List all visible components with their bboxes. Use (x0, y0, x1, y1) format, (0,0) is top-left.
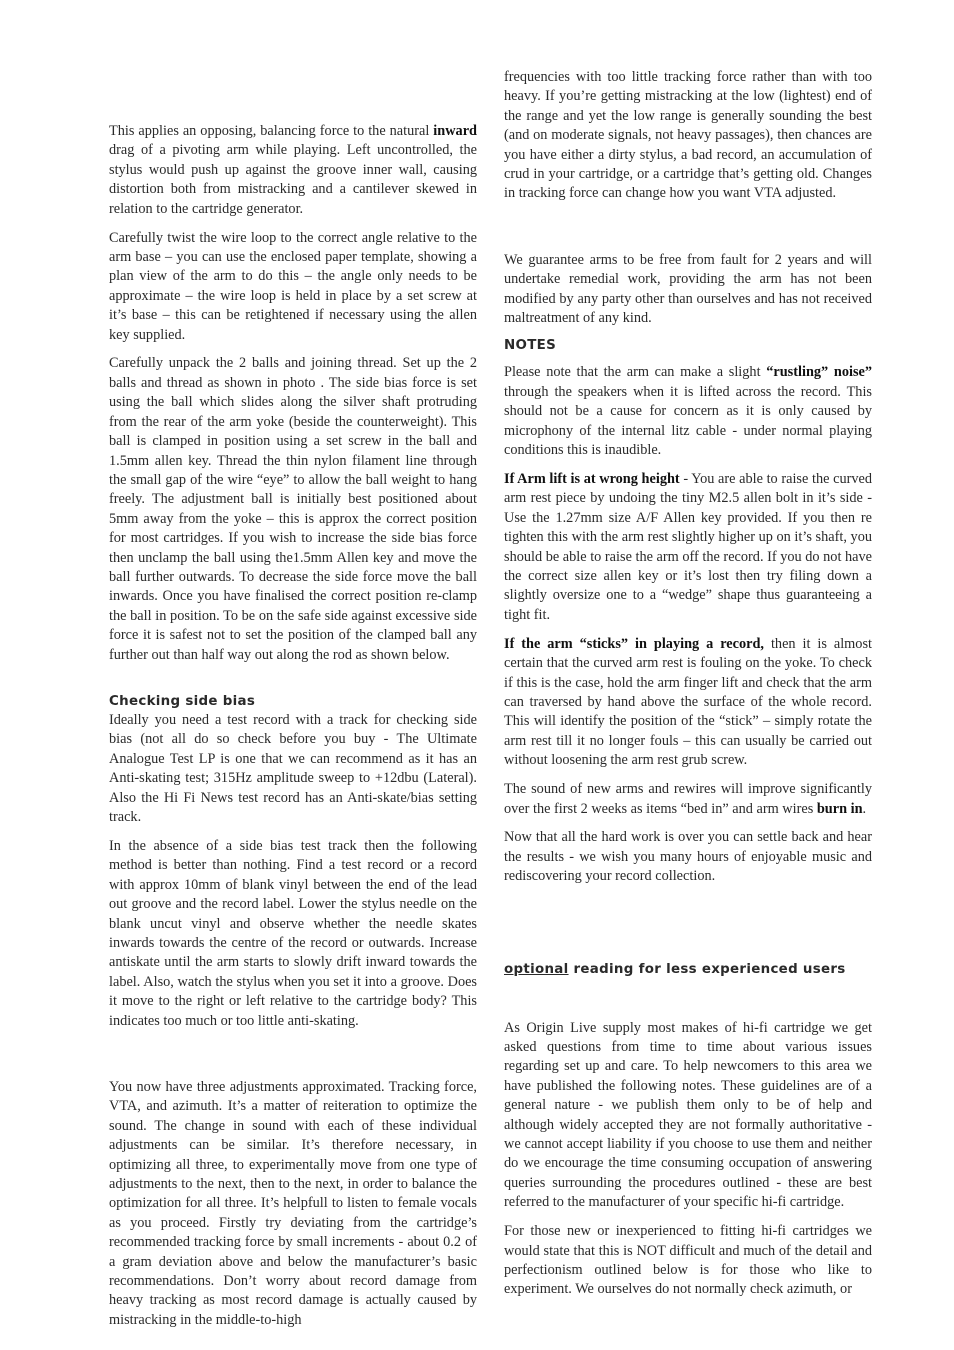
bold-term-arm-sticks: If the arm “sticks” in playing a record, (504, 635, 764, 652)
paragraph-text: then it is almost certain that the curved arm rest is fouling on the yoke. To check if this is the case, hold the arm finger lift and check that the arm can traversed by hand above the surface of the whole record. This will identify the position of the “stick” – simply rotate the arm rest till it no longer fouls – this can usually be carried out without loosening the arm rest grub screw. (504, 635, 872, 769)
bold-term-burn-in: burn in (816, 800, 863, 817)
checking-side-bias-heading: Checking side bias (109, 693, 256, 709)
test-record-paragraph: Ideally you need a test record with a track for checking side bias (not all do so check before you buy - The Ultimate Analogue Test LP is one that we can recommend as it has an Anti-skating test; 315Hz amplitude sweep to +12dbu (Lateral). Also the Hi Fi News test record has an Anti-skate/bias setting track. (109, 711, 477, 825)
heading-text: reading for less experienced users (568, 961, 846, 977)
paragraph-text: The sound of new arms and rewires will improve significantly over the first 2 weeks as items “bed in” and arm wires (504, 781, 872, 817)
notes-heading: NOTES (504, 338, 557, 354)
paragraph-text: through the speakers when it is lifted across the record. This should not be a cause for concern as it is only caused by microphony of the internal litz cable - under normal playing conditions this is inaudible. (504, 383, 872, 459)
paragraph-text: . (862, 800, 867, 817)
three-adjustments-paragraph: You now have three adjustments approximated. Tracking force, VTA, and azimuth. It’s a matter of reiteration to optimize the sound. The change in sound with each of these individual adjustments can be similar. It’s therefore necessary, in optimizing all three, to experimentally move from one type of adjustments to the next, then to the next, in order to balance the optimization for all three. It’s helpfull to listen to female vocals as you proceed. Firstly try deviating from the cartridge’s recommended tracking force by small increments - about 0.2 of a gram deviation above and below the manufacturer’s basic recommendations. Don’t worry about record damage from heavy tracking as most record damage is actually caused by mistracking in the middle-to-high (109, 1078, 477, 1328)
anti-skate-intro-paragraph (109, 122, 477, 219)
arm-sticks-paragraph (504, 635, 872, 771)
paragraph-text: This applies an opposing, balancing force to the natural (109, 123, 434, 139)
tracking-force-paragraph: frequencies with too little tracking force rather than with too heavy. If you’re getting mistracking at the low (lightest) end of the range and yet the low range is generally sounding the best (and on moderate signals, not heavy passages), then chances are you have either a dirty stylus, a bad record, an accumulation of crud in your cartridge, or a cartridge that’s getting old. Changes in tracking force can change how you want VTA adjusted. (504, 69, 872, 202)
paragraph-text: drag of a pivoting arm while playing. Left uncontrolled, the stylus would push up against the groove inner wall, causing distortion both from mistracking and a cantilever skewed in relation to the cartridge generator. (109, 142, 477, 217)
closing-paragraph: Now that all the hard work is over you can settle back and hear the results - we wish you many hours of enjoyable music and rediscovering your record collection. (504, 829, 872, 885)
wire-loop-paragraph: Carefully twist the wire loop to the correct angle relative to the arm base – you can use the enclosed paper template, showing a plan view of the arm to do this – the angle only needs to be approximate – the wire loop is held in place by a set screw at it’s base – this can be retightened if necessary using the allen key supplied. (109, 229, 477, 343)
rustling-noise-paragraph (504, 363, 872, 460)
burn-in-paragraph (504, 780, 872, 819)
origin-live-paragraph: As Origin Live supply most makes of hi-fi cartridge we get asked questions from time to time about various issues regarding set up and care. To help newcomers to this area we have published the following notes. These guidelines are of a general nature - we publish them only to be of help and although widely accepted they are not formally authoritative - we cannot accept liability if you choose to use them and neither do we encourage the time consuming occupation of answering queries surrounding the procedures outlined - these are best referred to the manufacturer of your specific hi-fi cartridge. (504, 1019, 872, 1211)
bold-term-arm-lift: If Arm lift is at wrong height (504, 471, 680, 487)
bold-term-inward: inward (433, 123, 477, 139)
right-column (504, 68, 872, 1309)
arm-lift-paragraph (504, 470, 872, 625)
inexperienced-paragraph: For those new or inexperienced to fitting hi-fi cartridges we would state that this is NOT difficult and much of the detail and perfectionism outlined below is for those who like to experiment. We ourselves do not normally check azimuth, or (504, 1223, 872, 1298)
guarantee-paragraph: We guarantee arms to be free from fault for 2 years and will undertake remedial work, providing the arm has not been modified by any party other than ourselves and has not received maltreatment of any kind. (504, 251, 872, 327)
left-column (109, 122, 477, 1340)
paragraph-text: - You are able to raise the curved arm rest piece by undoing the tiny M2.5 allen bolt in it’s side - Use the 1.27mm size A/F Allen key provided. If you then re tighten this with the arm rest slightly higher up on it’s shaft, you should be able to raise the arm off the record. If you do not have the correct size allen key or it’s lost then try filing down a slightly oversize one to a “wedge” shape thus guaranteeing a tight fit. (504, 471, 872, 623)
optional-underlined-word: optional (504, 961, 569, 977)
bold-term-rustling-noise: “rustling” noise” (766, 364, 872, 381)
blank-vinyl-method-paragraph: In the absence of a side bias test track then the following method is better than nothing. Find a test record or a record with approx 10mm of blank vinyl between the end of the lead out groove and the record label. Lower the stylus needle on the blank uncut vinyl and observe whether the needle skates inwards towards the centre of the record or outwards. Increase antiskate until the arm starts to slowly drift inward towards the label. Also, watch the stylus when you set it into a groove. Does it move to the right or left relative to the cartridge body? This indicates too much or too little anti-skating. (109, 837, 477, 1029)
optional-reading-heading (504, 960, 872, 979)
paragraph-text: Please note that the arm can make a slight (504, 364, 767, 381)
balls-setup-paragraph: Carefully unpack the 2 balls and joining thread. Set up the 2 balls and thread as shown in photo . The side bias force is set using the ball which slides along the silver shaft protruding from the rear of the arm yoke (beside the counterweight). This ball is clamped in position using a set screw in the ball and 1.5mm allen key. Thread the thin nylon filament line through the small gap of the wire “eye” to allow the ball weight to hang freely. The adjustment ball is initially best positioned about 5mm away from the yoke – this is approx the correct position for most cartridges. If you wish to increase the side bias force then unclamp the ball using the1.5mm Allen key and move the ball further outwards. To decrease the side force move the ball inwards. Once you have finalised the correct position re-clamp the ball in position. To be on the safe side against excessive side force it is safest not to set the position of the clamped ball any further out than half way out along the rod as shown below. (109, 355, 477, 663)
